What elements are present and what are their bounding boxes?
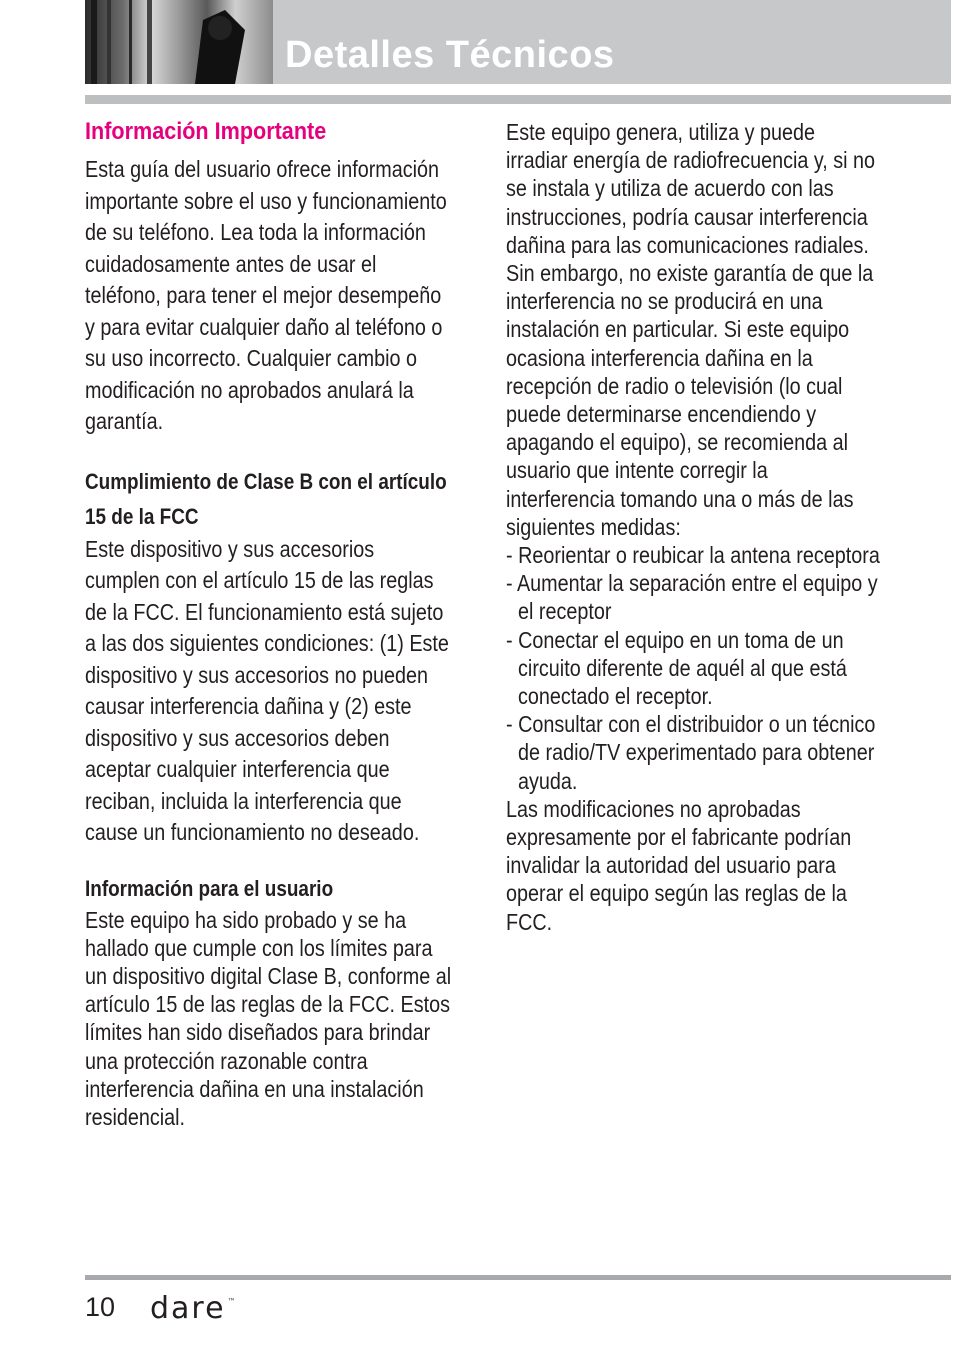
left-column bbox=[85, 112, 453, 1131]
brand-logo bbox=[150, 1291, 236, 1326]
list-item: - Conectar el equipo en un toma de un circuito diferente de aquél al que está conectado el receptor. bbox=[506, 626, 847, 710]
measures-list bbox=[506, 541, 880, 795]
intro-paragraph: Esta guía del usuario ofrece información importante sobre el uso y funcionamiento de su teléfono. Lea toda la información cuidadosamente antes de usar el teléfono, para tener el mejor desempeño y para evitar cualquier daño al teléfono o su uso incorrecto. Cualquier cambio o modificación no aprobados anulará la garantía. bbox=[85, 156, 447, 434]
header-photo bbox=[85, 0, 273, 84]
brand-logo-text: dare bbox=[150, 1291, 226, 1326]
page-number: 10 bbox=[85, 1292, 116, 1322]
subheading-user-information: Información para el usuario bbox=[85, 875, 334, 901]
page-title: Detalles Técnicos bbox=[285, 34, 615, 76]
interference-paragraph: Este equipo genera, utiliza y puede irradiar energía de radiofrecuencia y, si no se instala y utiliza de acuerdo con las instrucciones, podría causar interferencia dañina para las comunicaciones radiales. Sin embargo, no existe garantía de que la interferencia no se producirá en una instalación en particular. Si este equipo ocasiona interferencia dañina en la recepción de radio o televisión (lo cual puede determinarse encendiendo y apagando el equipo), se recomienda al usuario que intente corregir la interferencia tomando una o más de las siguientes medidas: bbox=[506, 119, 876, 540]
user-information-paragraph: Este equipo ha sido probado y se ha hallado que cumple con los límites para un dispositivo digital Clase B, conforme al artículo 15 de las reglas de la FCC. Estos límites han sido diseñados para brindar una protección razonable contra interferencia dañina en una instalación residencial. bbox=[85, 906, 452, 1130]
header-divider bbox=[85, 95, 951, 104]
right-column bbox=[506, 118, 880, 936]
list-item: - Reorientar o reubicar la antena receptora bbox=[506, 542, 880, 569]
list-item: - Consultar con el distribuidor o un técnico de radio/TV experimentado para obtener ayuda. bbox=[506, 711, 876, 794]
trademark-mark: ™ bbox=[227, 1297, 236, 1306]
subheading-fcc-class-b: Cumplimiento de Clase B con el artículo 15 de la FCC bbox=[85, 468, 447, 529]
fcc-compliance-paragraph: Este dispositivo y sus accesorios cumplen con el artículo 15 de las reglas de la FCC. El funcionamiento está sujeto a las dos siguientes condiciones: (1) Este dispositivo y sus accesorios no pueden causar interferencia dañina y (2) este dispositivo y sus accesorios deben aceptar cualquier interferencia que reciban, incluida la interferencia que cause un funcionamiento no deseado. bbox=[85, 535, 449, 845]
modifications-paragraph: Las modificaciones no aprobadas expresamente por el fabricante podrían invalidar la autoridad del usuario para operar el equipo según las reglas de la FCC. bbox=[506, 795, 852, 935]
header-photo-image bbox=[85, 0, 273, 84]
section-heading-informacion-importante: Información Importante bbox=[85, 118, 327, 145]
footer-divider bbox=[85, 1275, 951, 1280]
list-item: - Aumentar la separación entre el equipo y el receptor bbox=[506, 570, 878, 625]
